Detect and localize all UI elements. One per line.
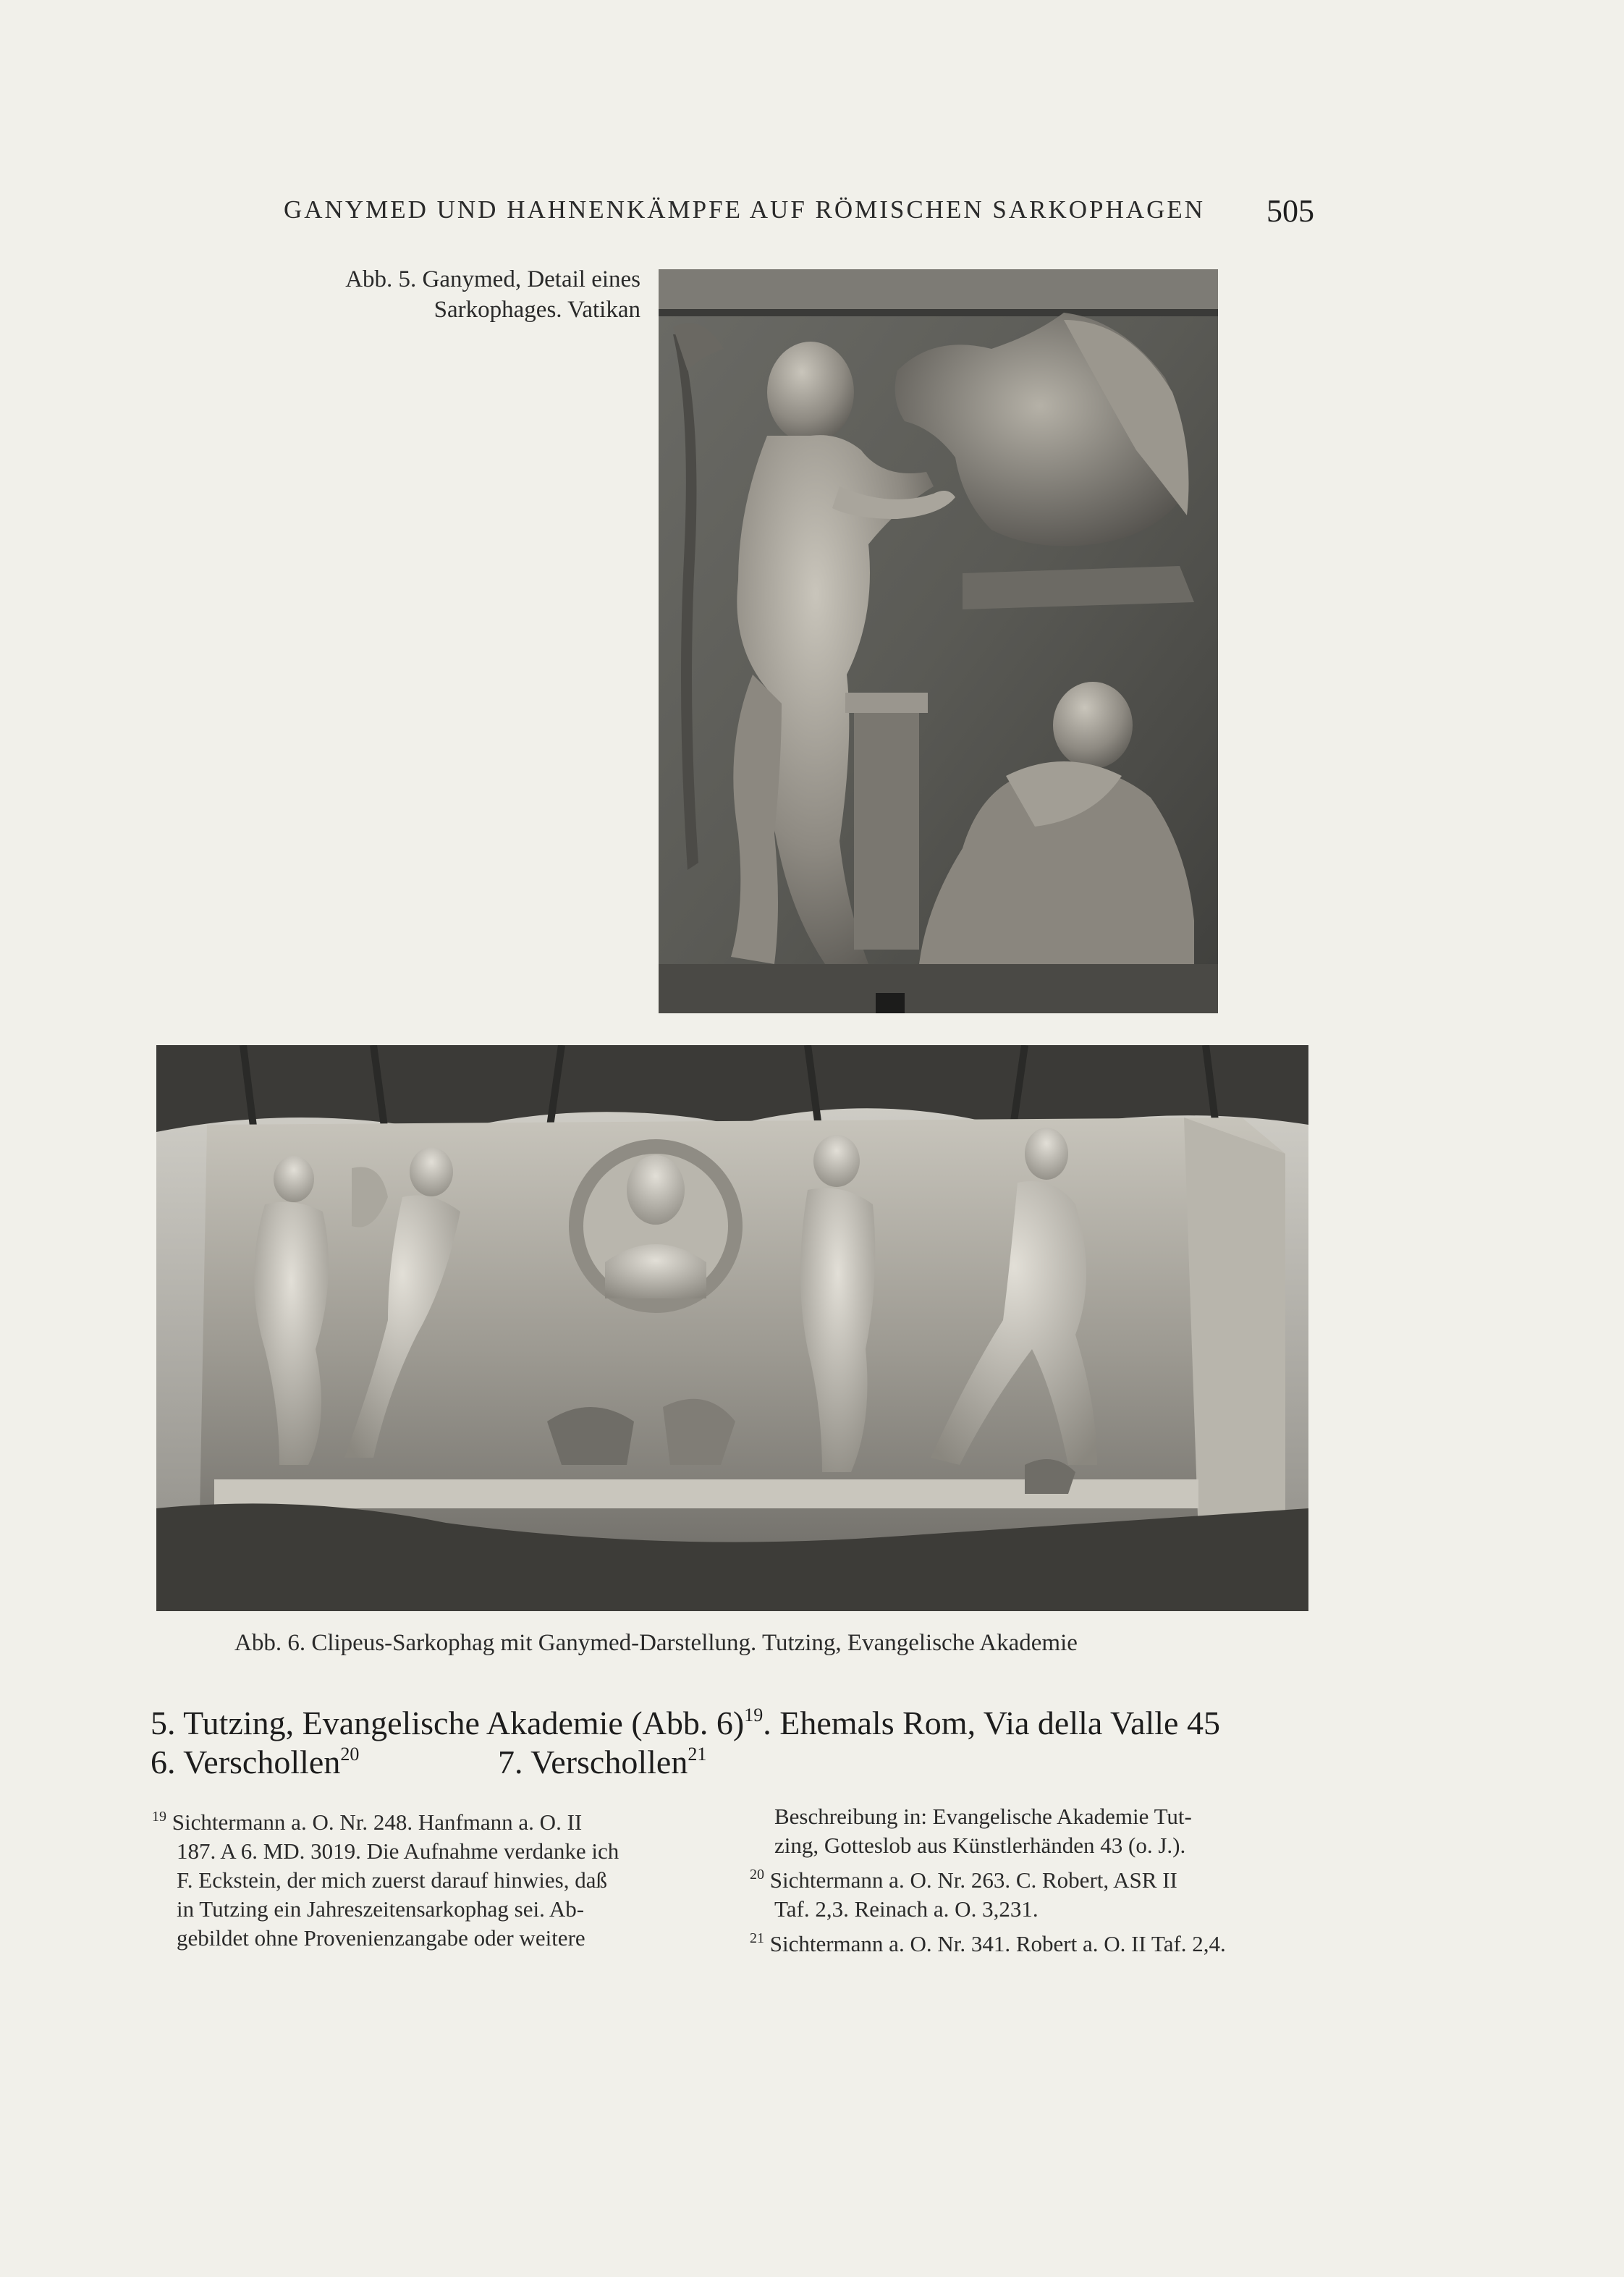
figure6-photo — [156, 1045, 1308, 1611]
footnote-marker-19: 19 — [152, 1809, 166, 1825]
footnote-line — [750, 1860, 1314, 1895]
catalogue-entry-6 — [151, 1743, 359, 1781]
entry-5-rest: . Ehemals Rom, Via della Valle 45 — [763, 1704, 1220, 1741]
figure5-caption-line1: Abb. 5. Ganymed, Detail eines — [345, 266, 640, 292]
running-header-title: GANYMED UND HAHNENKÄMPFE AUF RÖMISCHEN SARKOPHAGEN — [284, 195, 1206, 224]
footnote-text: Sichtermann a. O. Nr. 263. C. Robert, ASR II — [769, 1867, 1177, 1893]
footnote-line: 187. A 6. MD. 3019. Die Aufnahme verdanke ich — [177, 1838, 619, 1864]
footnote-line: in Tutzing ein Jahreszeitensarkophag sei. Ab- — [177, 1896, 585, 1922]
catalogue-entry-5 — [151, 1704, 1220, 1742]
footnote-line: F. Eckstein, der mich zuerst darauf hinwies, daß — [177, 1867, 607, 1893]
figure5-photo — [659, 269, 1218, 1013]
footnote-line: Taf. 2,3. Reinach a. O. 3,231. — [774, 1896, 1039, 1922]
sarcophagus-image — [156, 1045, 1308, 1611]
ganymed-relief-image — [659, 269, 1218, 1013]
footnotes-right-column — [750, 1802, 1314, 1959]
page-number: 505 — [1266, 193, 1314, 229]
footnote-text: Sichtermann a. O. Nr. 248. Hanfmann a. O. II — [172, 1809, 583, 1835]
footnote-marker-20: 20 — [750, 1867, 764, 1883]
footnote-line: Beschreibung in: Evangelische Akademie Tut- — [774, 1804, 1192, 1829]
footnote-ref-20[interactable]: 20 — [340, 1744, 360, 1765]
figure6-caption: Abb. 6. Clipeus-Sarkophag mit Ganymed-Darstellung. Tutzing, Evangelische Akademie — [234, 1630, 1078, 1656]
footnotes-left-column — [152, 1802, 712, 1953]
entry-6-text: 6. Verschollen — [151, 1744, 341, 1780]
footnote-line: gebildet ohne Provenienzangabe oder weitere — [177, 1925, 585, 1951]
footnote-text: Sichtermann a. O. Nr. 341. Robert a. O. II Taf. 2,4. — [769, 1931, 1226, 1956]
footnote-line — [152, 1802, 712, 1837]
footnote-ref-21[interactable]: 21 — [688, 1744, 707, 1765]
footnote-marker-21: 21 — [750, 1930, 764, 1946]
figure5-caption-line2: Sarkophages. Vatikan — [434, 297, 640, 323]
entry-7-text: 7. Verschollen — [498, 1744, 688, 1780]
footnote-line — [750, 1924, 1314, 1959]
entry-5-text: 5. Tutzing, Evangelische Akademie (Abb. 6) — [151, 1704, 745, 1741]
footnote-ref-19[interactable]: 19 — [744, 1704, 764, 1725]
catalogue-entry-7 — [498, 1743, 706, 1781]
footnote-line: zing, Gotteslob aus Künstlerhänden 43 (o. J.). — [774, 1833, 1186, 1858]
figure5-caption — [239, 264, 640, 325]
